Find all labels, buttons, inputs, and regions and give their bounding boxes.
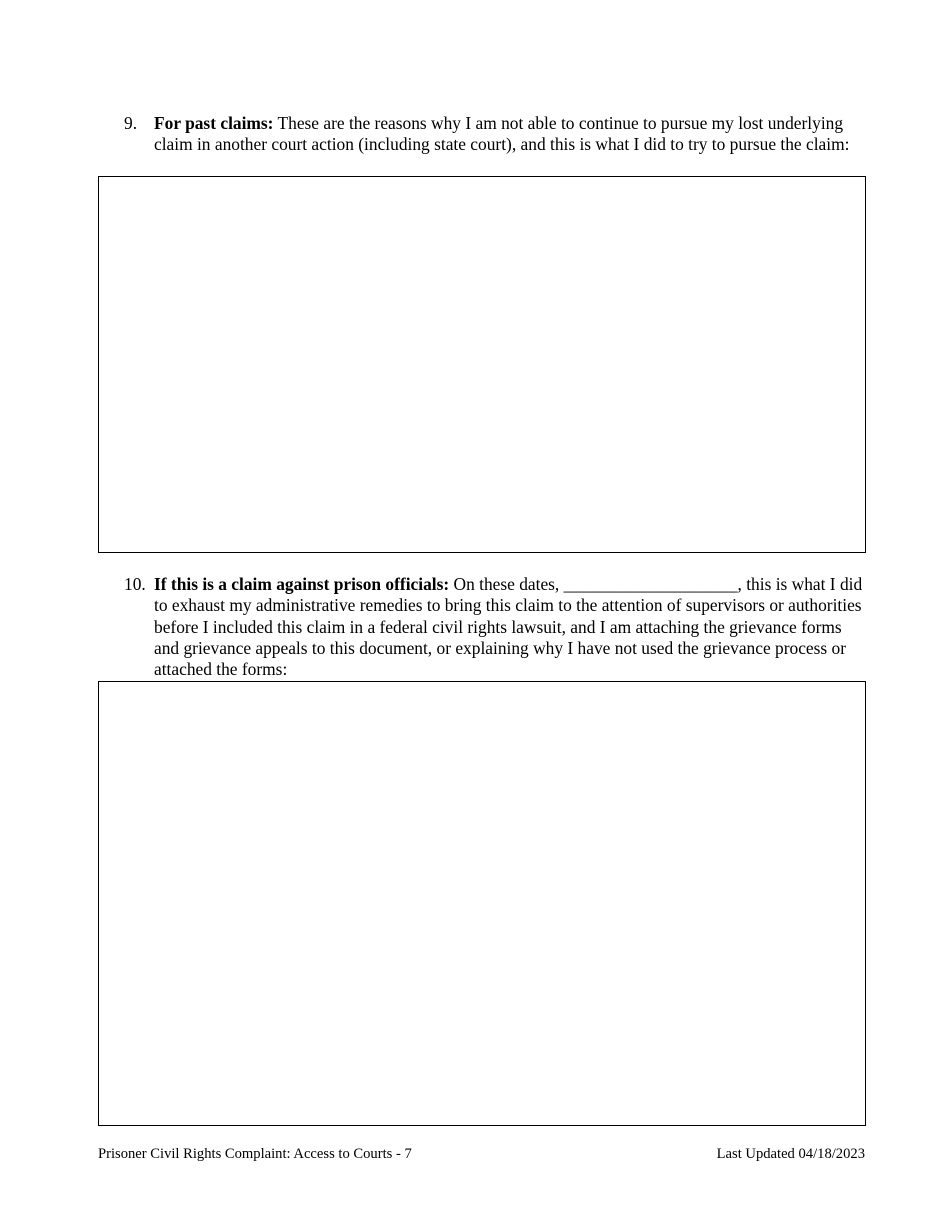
question-9-heading: For past claims: [154, 113, 274, 133]
question-9 [124, 113, 864, 156]
question-10-prompt: On these dates, ____________________, this is what I did to exhaust my administrative remedies to bring this claim to the attention of supervisors or authorities before I included this claim in a federal civil rights lawsuit, and I am attaching the grievance forms and grievance appeals to this document, or explaining why I have not used the grievance process or attached the forms: [154, 574, 863, 680]
question-9-prompt: These are the reasons why I am not able to continue to pursue my lost underlying claim in another court action (including state court), and this is what I did to try to pursue the claim: [154, 113, 850, 155]
question-10-heading: If this is a claim against prison officials: [154, 574, 450, 594]
question-9-number: 9. [124, 113, 138, 133]
answer-box-question-10[interactable] [98, 681, 866, 1126]
question-10 [124, 574, 864, 680]
answer-box-question-9[interactable] [98, 176, 866, 553]
question-10-number: 10. [124, 574, 146, 594]
footer-last-updated: Last Updated 04/18/2023 [716, 1146, 865, 1162]
question-9-text [154, 113, 864, 156]
footer-title-page-number: Prisoner Civil Rights Complaint: Access to Courts - 7 [98, 1146, 412, 1162]
question-10-text [154, 574, 864, 680]
